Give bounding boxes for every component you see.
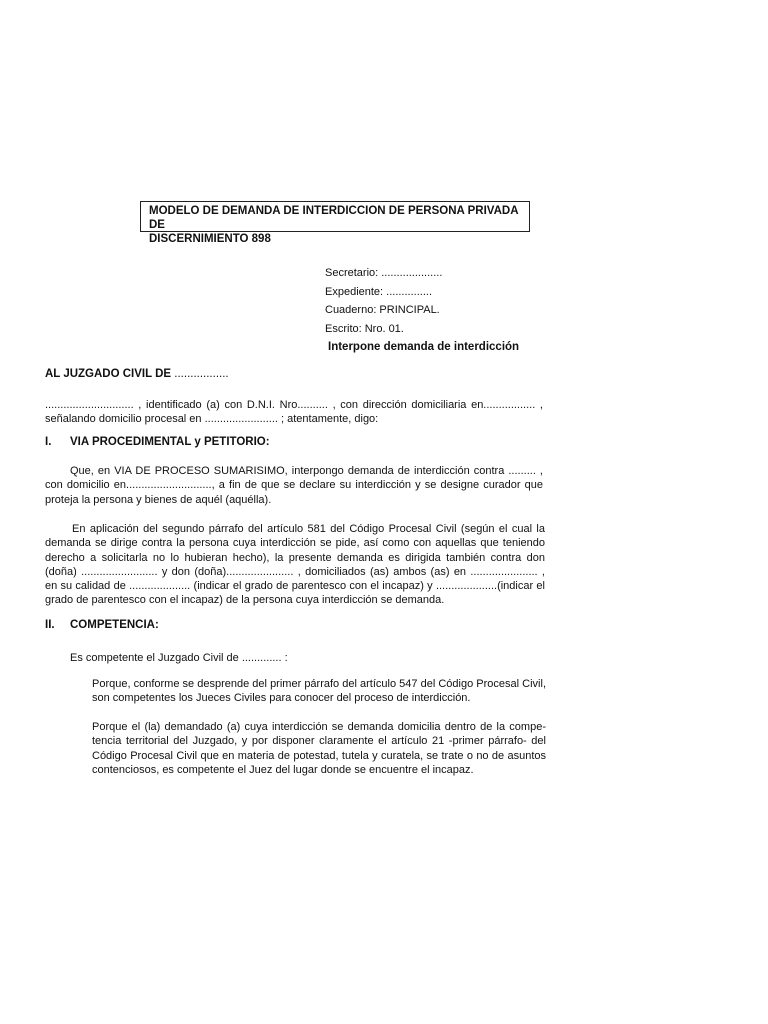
cuaderno-line: Cuaderno: PRINCIPAL. (325, 304, 440, 317)
document-title-line-1: MODELO DE DEMANDA DE INTERDICCION DE PERSONA PRIVADA DE (149, 205, 519, 231)
section-1-title: VIA PROCEDIMENTAL y PETITORIO: (70, 436, 270, 448)
section-2-paragraph-1: Es competente el Juzgado Civil de ............. : (70, 652, 288, 664)
section-2-title: COMPETENCIA: (70, 619, 159, 631)
section-2-paragraph-2: Porque, conforme se desprende del primer párrafo del artículo 547 del Código Procesal Civil, son competentes los Jueces Civiles para conocer del proceso de interdicción. (92, 678, 546, 705)
section-2-number: II. (45, 619, 55, 631)
section-1-number: I. (45, 436, 52, 448)
case-metadata (325, 264, 585, 339)
document-title-box (140, 201, 530, 245)
document-title-line-2: DISCERNIMIENTO 898 (149, 233, 271, 245)
section-2-paragraph-3: Porque el (la) demandado (a) cuya interdicción se demanda domicilia dentro de la compe-tencia territorial del Juzgado, y por disponer claramente el artículo 21 -primer párrafo- del Código Procesal Civil que en materia de potestad, tutela y curatela, se trate o no de asuntos contenciosos, es competente el Juez del lugar donde se encuentre el incapaz. (92, 721, 546, 776)
addressee-dots: ................. (171, 368, 229, 380)
section-1-heading (45, 436, 270, 448)
addressee-label: AL JUZGADO CIVIL DE (45, 368, 172, 380)
document-subject: Interpone demanda de interdicción (328, 341, 520, 353)
secretario-line: Secretario: .................... (325, 267, 443, 279)
escrito-line: Escrito: Nro. 01. (325, 323, 404, 336)
section-1-paragraph-1: Que, en VIA DE PROCESO SUMARISIMO, interpongo demanda de interdicción contra ......... , con domicilio en............................, a fin de que se declare su interdicción y se designe curador que proteja la persona y bienes de aquél (aquélla). (45, 465, 543, 506)
section-1-paragraph-2: En aplicación del segundo párrafo del artículo 581 del Código Procesal Civil (según el cual la demanda se dirige contra la persona cuya interdicción se pide, así como con aquellas que teniendo derecho a solicitarla no lo hubieran hecho), la presente demanda es dirigida también contra don (doña) ......................... y don (doña)...................... , domiciliados (as) ambos (as) en ...................... , en su calidad de .................... (indicar el grado de parentesco con el incapaz) y ....................(indicar el grado de parentesco con el incapaz) de la persona cuya interdicción se demanda. (45, 523, 545, 607)
intro-paragraph: ............................. , identificado (a) con D.N.I. Nro.......... , con dirección domiciliaria en................. , señalando domicilio procesal en ........................ ; atentamente, digo: (45, 399, 543, 426)
addressee (45, 368, 229, 380)
section-2-heading (45, 619, 159, 631)
expediente-line: Expediente: ............... (325, 285, 432, 298)
